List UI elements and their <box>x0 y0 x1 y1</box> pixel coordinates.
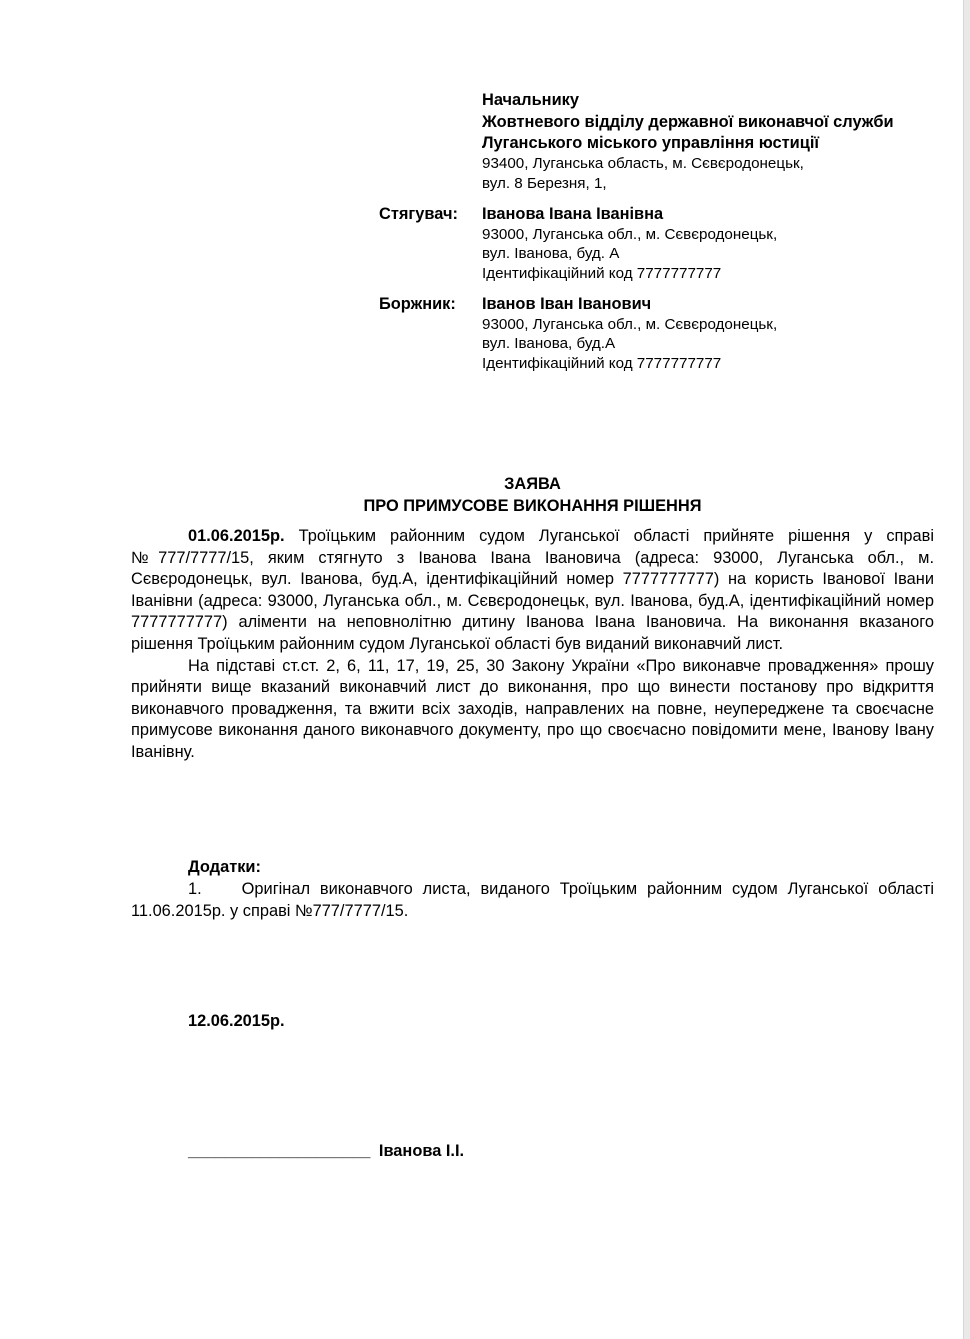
debtor-name: Іванов Іван Іванович <box>482 295 652 313</box>
addressee-org-line1: Жовтневого відділу державної виконавчої служби <box>482 113 894 131</box>
decision-date: 01.06.2015р. <box>188 527 285 545</box>
claimant-label: Стягувач: <box>379 205 458 223</box>
signature-block <box>188 1141 464 1162</box>
attachments-heading: Додатки: <box>188 858 261 876</box>
addressee-address-line2: вул. 8 Березня, 1, <box>482 175 607 192</box>
paragraph-1-text: Троїцьким районним судом Луганської області прийняте рішення у справі №777/7777/15, яким стягнуто з Іванова Івана Івановича (адреса: 93000, Луганська обл., м. Сєвєродонецьк, вул. Іванова, буд.А, ідентифікаційний номер 7777777777) на користь Іванової Івани Іванівни (адреса: 93000, Луганська обл., м. Сєвєродонецьк, вул. Іванова, буд.А, ідентифікаційний номер 7777777777) аліменти на неповнолітню дитину Іванова Івана Івановича. На виконання вказаного рішення Троїцьким районним судом Луганської області був виданий виконавчий лист. <box>131 527 934 653</box>
debtor-address-line1: 93000, Луганська обл., м. Сєвєродонецьк, <box>482 316 778 333</box>
addressee-address-line1: 93400, Луганська область, м. Сєвєродонецьк, <box>482 155 804 172</box>
debtor-id-code: Ідентифікаційний код 7777777777 <box>482 355 722 372</box>
attachment-item <box>131 879 934 922</box>
claimant-address-line2: вул. Іванова, буд. А <box>482 245 620 262</box>
page-edge <box>963 0 970 1339</box>
signature-line: ____________________ <box>188 1142 371 1160</box>
document-subtitle: ПРО ПРИМУСОВЕ ВИКОНАННЯ РІШЕННЯ <box>363 497 702 515</box>
document-title: ЗАЯВА <box>504 475 561 493</box>
debtor-label: Боржник: <box>379 295 456 313</box>
claimant-id-code: Ідентифікаційний код 7777777777 <box>482 265 722 282</box>
attachment-item-number: 1. <box>188 880 202 898</box>
body-paragraph-1 <box>131 526 934 656</box>
application-date: 12.06.2015р. <box>188 1012 285 1030</box>
debtor-address-line2: вул. Іванова, буд.А <box>482 335 616 352</box>
claimant-address-line1: 93000, Луганська обл., м. Сєвєродонецьк, <box>482 226 778 243</box>
addressee-org-line2: Луганського міського управління юстиції <box>482 134 819 152</box>
attachment-item-text: Оригінал виконавчого листа, виданого Троїцьким районним судом Луганської області 11.06.2015р. у справі №777/7777/15. <box>131 880 934 920</box>
claimant-name: Іванова Івана Іванівна <box>482 205 664 223</box>
addressee-title: Начальнику <box>482 91 579 109</box>
document-body <box>131 526 934 764</box>
signer-name: Іванова І.І. <box>378 1142 465 1160</box>
body-paragraph-2: На підставі ст.ст. 2, 6, 11, 17, 19, 25, 30 Закону України «Про виконавче провадження» прошу прийняти вище вказаний виконавчий лист до виконання, про що винести постанову про відкриття виконавчого провадження, та вжити всіх заходів, направлених на повне, неупереджене та своєчасне примусове виконання даного виконавчого документу, про що своєчасно повідомити мене, Іванову Івану Іванівну. <box>131 656 934 761</box>
